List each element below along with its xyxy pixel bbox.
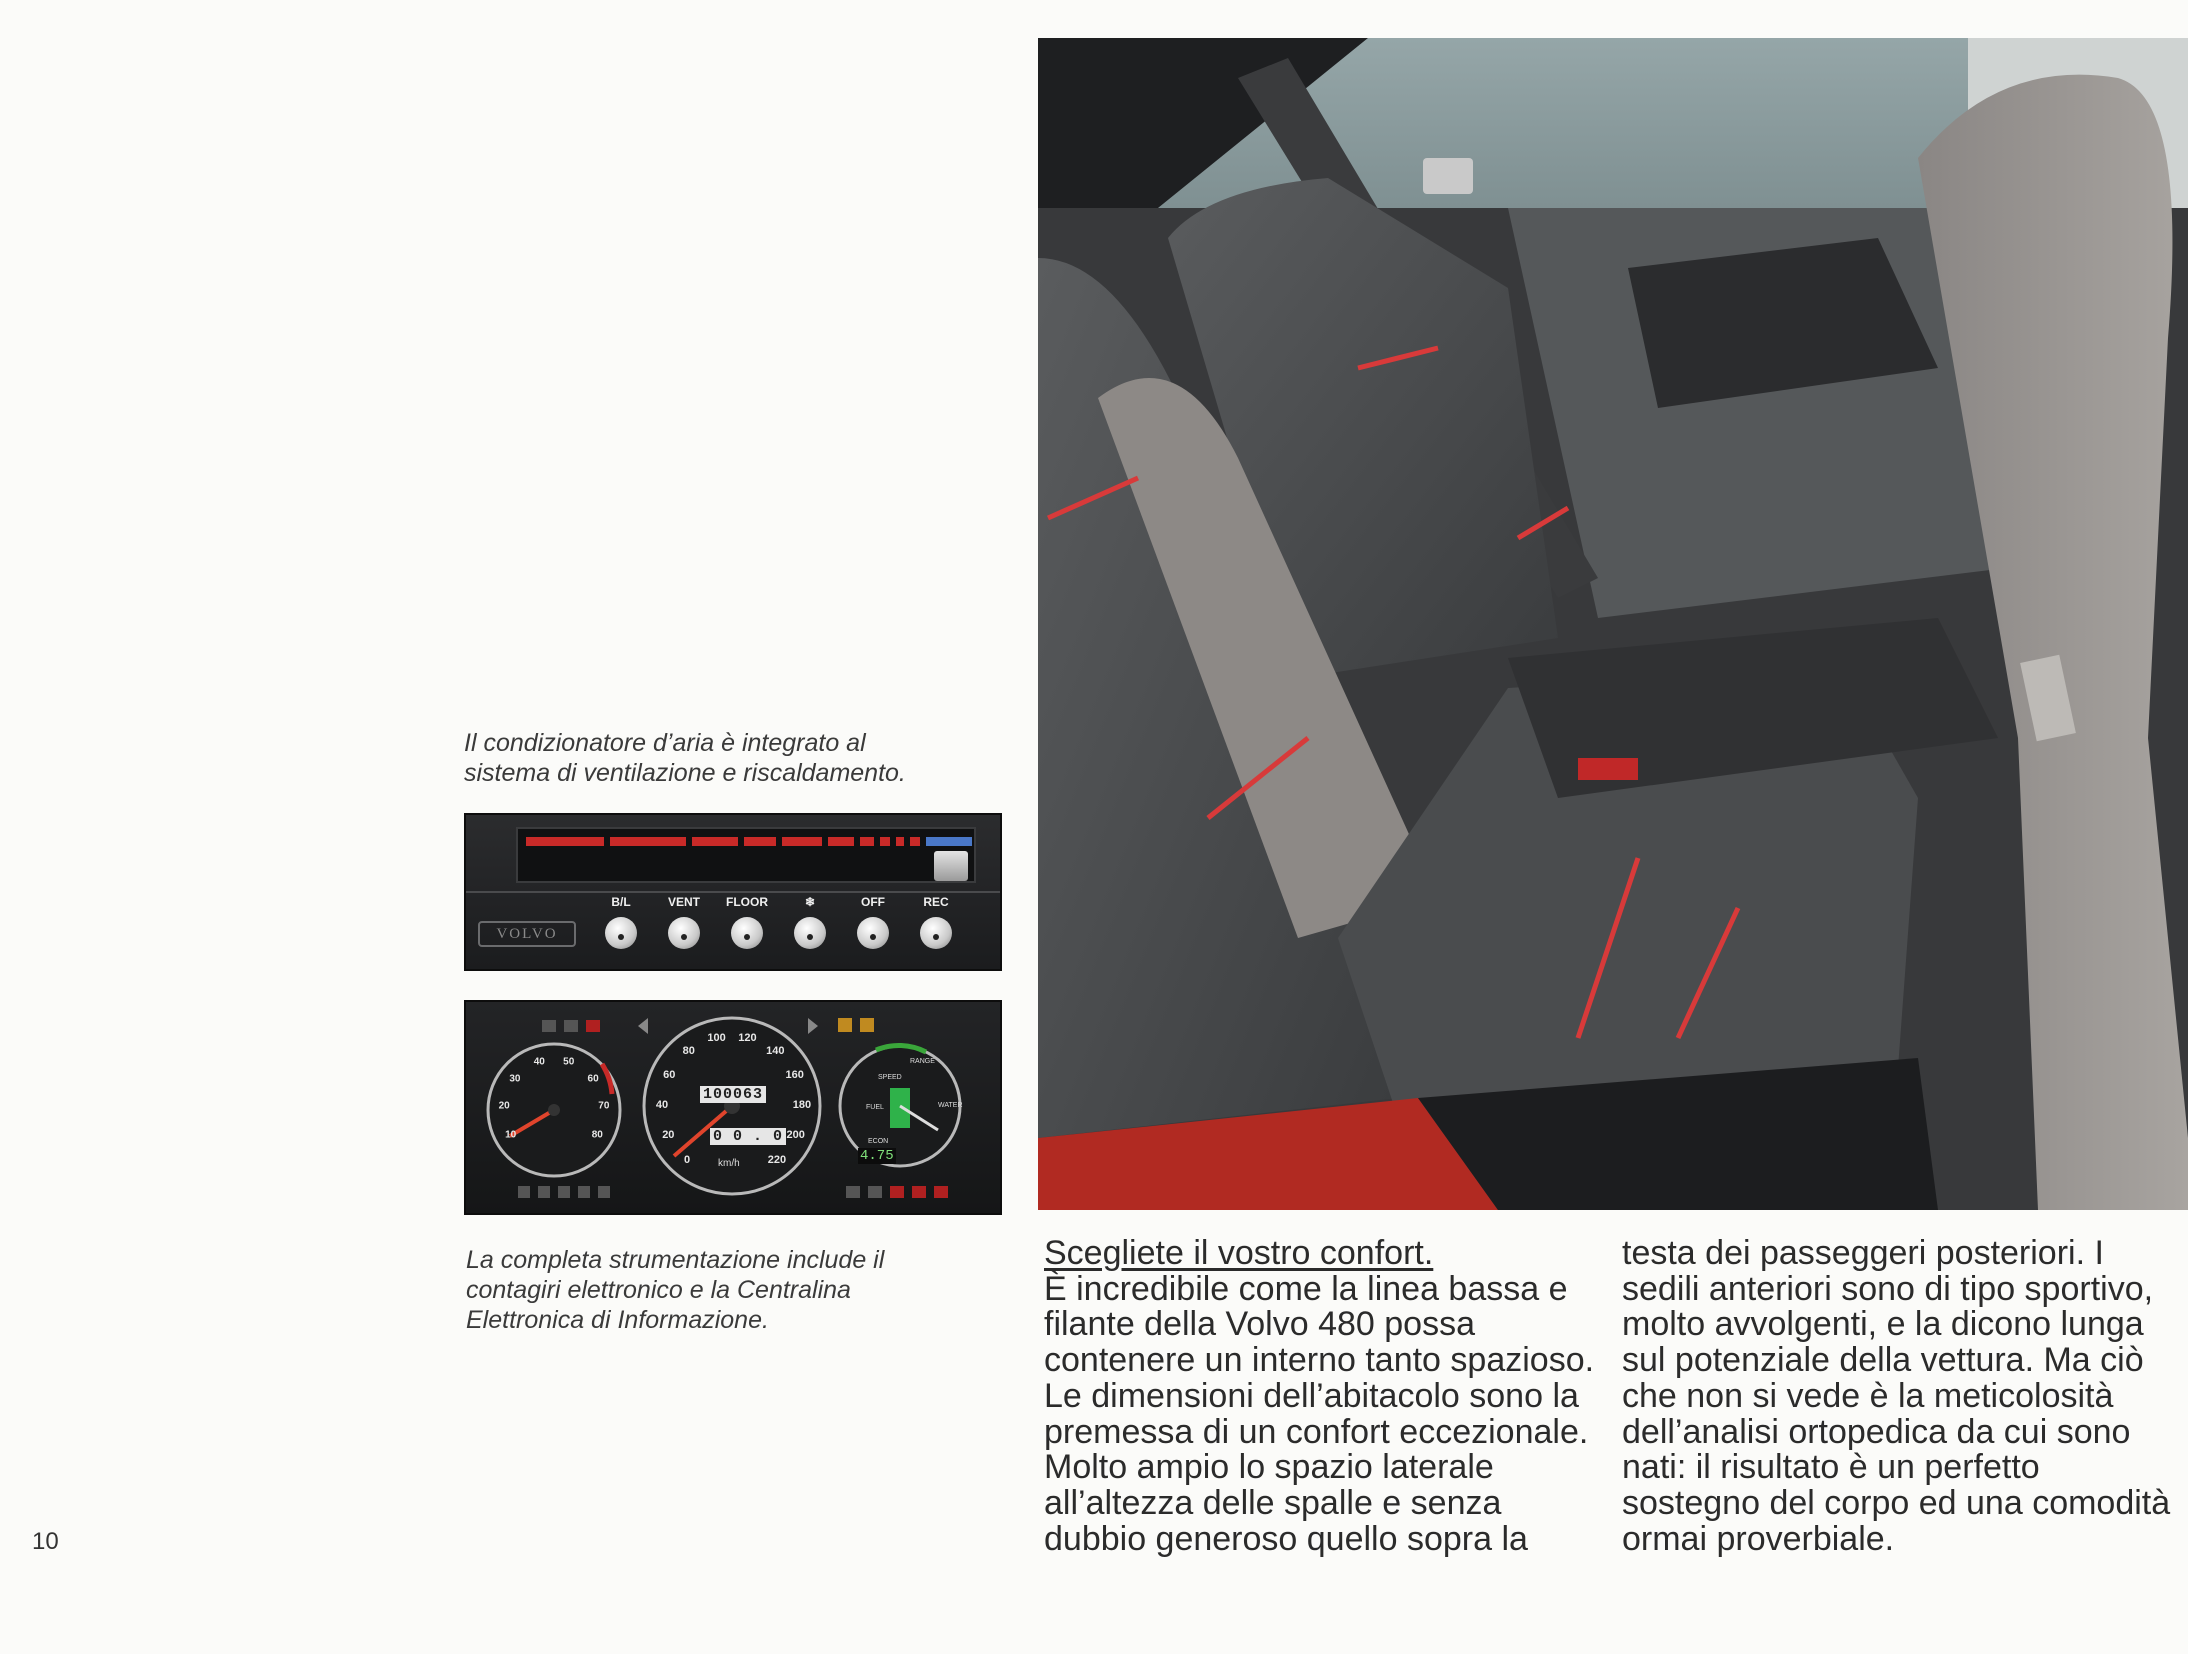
page-number: 10: [32, 1528, 59, 1555]
belt-buckle: [1423, 158, 1473, 194]
info-dial-label: SPEED: [878, 1074, 902, 1081]
button-label: REC: [923, 895, 949, 909]
temp-scale-segment: [910, 837, 920, 846]
tach-tick-label: 20: [498, 1100, 510, 1112]
push-knob: [605, 917, 637, 949]
temp-scale-cool: [926, 837, 972, 846]
temp-scale-segment: [526, 837, 604, 846]
floor-button: [716, 893, 778, 949]
defrost-icon: ❄: [804, 895, 816, 909]
speed-tick-label: 20: [662, 1129, 675, 1142]
warning-lamp-icon: [934, 1186, 948, 1198]
tach-tick-label: 50: [563, 1056, 575, 1068]
article-text-left: È incredibile come la linea bassa e filante della Volvo 480 possa contenere un interno tanto spazioso. Le dimensioni dell’abitacolo sono la premessa di un confort eccezionale. Molto ampio lo spazio laterale all’altezza delle spalle e senza dubbio generoso quello sopra la: [1044, 1269, 1595, 1558]
temp-scale-segment: [860, 837, 874, 846]
seat-illustration: [1038, 38, 2188, 1210]
article-column-right: [1622, 1236, 2182, 1557]
interior-seat-photo: [1038, 38, 2188, 1210]
speed-tick-label: 180: [792, 1098, 812, 1111]
temp-scale-segment: [610, 837, 686, 846]
warning-lamp-icon: [578, 1186, 590, 1198]
tach-tick-label: 60: [587, 1073, 599, 1085]
warning-lamp-icon: [838, 1018, 852, 1032]
warning-lamp-icon: [598, 1186, 610, 1198]
push-knob: [857, 917, 889, 949]
temperature-slider-track: [516, 827, 976, 883]
temp-scale-segment: [828, 837, 854, 846]
warning-lamp-icon: [890, 1186, 904, 1198]
article-headline: Scegliete il vostro confort.: [1044, 1234, 1434, 1272]
temp-scale-segment: [880, 837, 890, 846]
cluster-graphics: [466, 1002, 1000, 1213]
temp-scale-segment: [896, 837, 904, 846]
odometer: 100063: [700, 1086, 766, 1103]
warning-lamp-icon: [538, 1186, 550, 1198]
speed-tick-label: 40: [655, 1098, 669, 1111]
push-knob: [731, 917, 763, 949]
speed-unit: km/h: [718, 1158, 740, 1169]
climate-control-panel: [464, 813, 1002, 971]
instrument-cluster: [464, 1000, 1002, 1215]
button-label: FLOOR: [726, 895, 768, 909]
speed-tick-label: 140: [766, 1044, 785, 1057]
push-knob: [794, 917, 826, 949]
warning-lamp-icon: [564, 1020, 578, 1032]
button-label: OFF: [861, 895, 885, 909]
left-indicator-icon: [638, 1018, 648, 1034]
tach-tick-label: 40: [533, 1056, 545, 1068]
button-label: B/L: [611, 895, 631, 909]
button-label: VENT: [667, 895, 700, 909]
right-indicator-icon: [808, 1018, 818, 1034]
recirculation-button: [905, 893, 967, 949]
tach-tick-label: 80: [591, 1129, 603, 1141]
push-knob: [668, 917, 700, 949]
temp-scale-segment: [692, 837, 738, 846]
climate-caption: Il condizionatore d’aria è integrato al sistema di ventilazione e riscaldamento.: [464, 729, 906, 787]
warning-lamp-icon: [846, 1186, 860, 1198]
fuel-bar: [890, 1088, 910, 1128]
defrost-button: [779, 893, 841, 949]
temp-scale-segment: [744, 837, 776, 846]
warning-lamp-icon: [586, 1020, 600, 1032]
temperature-slider-knob: [934, 851, 968, 881]
speed-tick-label: 60: [663, 1068, 676, 1081]
temp-scale-segment: [782, 837, 822, 846]
speed-tick-label: 220: [767, 1153, 787, 1166]
tach-tick-label: 10: [505, 1129, 517, 1141]
tach-tick-label: 30: [509, 1073, 521, 1085]
bilevel-button: [590, 893, 652, 949]
speed-tick-label: 0: [683, 1153, 691, 1166]
info-lcd: 4.75: [860, 1148, 894, 1164]
speed-tick-label: 80: [682, 1044, 695, 1057]
off-button: [842, 893, 904, 949]
info-dial-label: FUEL: [866, 1104, 884, 1111]
speed-tick-label: 100: [707, 1031, 726, 1044]
warning-lamp-icon: [860, 1018, 874, 1032]
warning-lamp-icon: [868, 1186, 882, 1198]
article-column-left: [1044, 1236, 1604, 1557]
warning-lamp-icon: [558, 1186, 570, 1198]
push-knob: [920, 917, 952, 949]
buckle-release: [1578, 758, 1638, 780]
warning-lamp-icon: [542, 1020, 556, 1032]
info-dial-label: RANGE: [910, 1058, 935, 1065]
tach-tick-label: 70: [598, 1100, 610, 1112]
warning-lamp-icon: [912, 1186, 926, 1198]
speed-tick-label: 120: [738, 1031, 757, 1044]
article-text-right: testa dei passeggeri posteriori. I sedili anteriori sono di tipo sportivo, molto avvolgenti, e la dicono lunga sul potenziale della vettura. Ma ciò che non si vede è la meticolosità dell’analisi ortopedica da cui sono nati: il risultato è un perfetto sostegno del corpo ed una comodità ormai proverbiale.: [1622, 1234, 2171, 1558]
warning-lamp-icon: [518, 1186, 530, 1198]
info-dial-label: ECON: [868, 1138, 889, 1145]
speed-tick-label: 160: [785, 1068, 804, 1081]
instruments-caption: La completa strumentazione include il contagiri elettronico e la Centralina Elettronica di Informazione.: [466, 1246, 885, 1334]
volvo-badge: VOLVO: [478, 921, 576, 947]
vent-button: [653, 893, 715, 949]
speed-tick-label: 200: [786, 1129, 805, 1142]
info-dial-label: WATER: [938, 1102, 963, 1109]
trip-meter: 0 0 . 0: [710, 1128, 786, 1145]
